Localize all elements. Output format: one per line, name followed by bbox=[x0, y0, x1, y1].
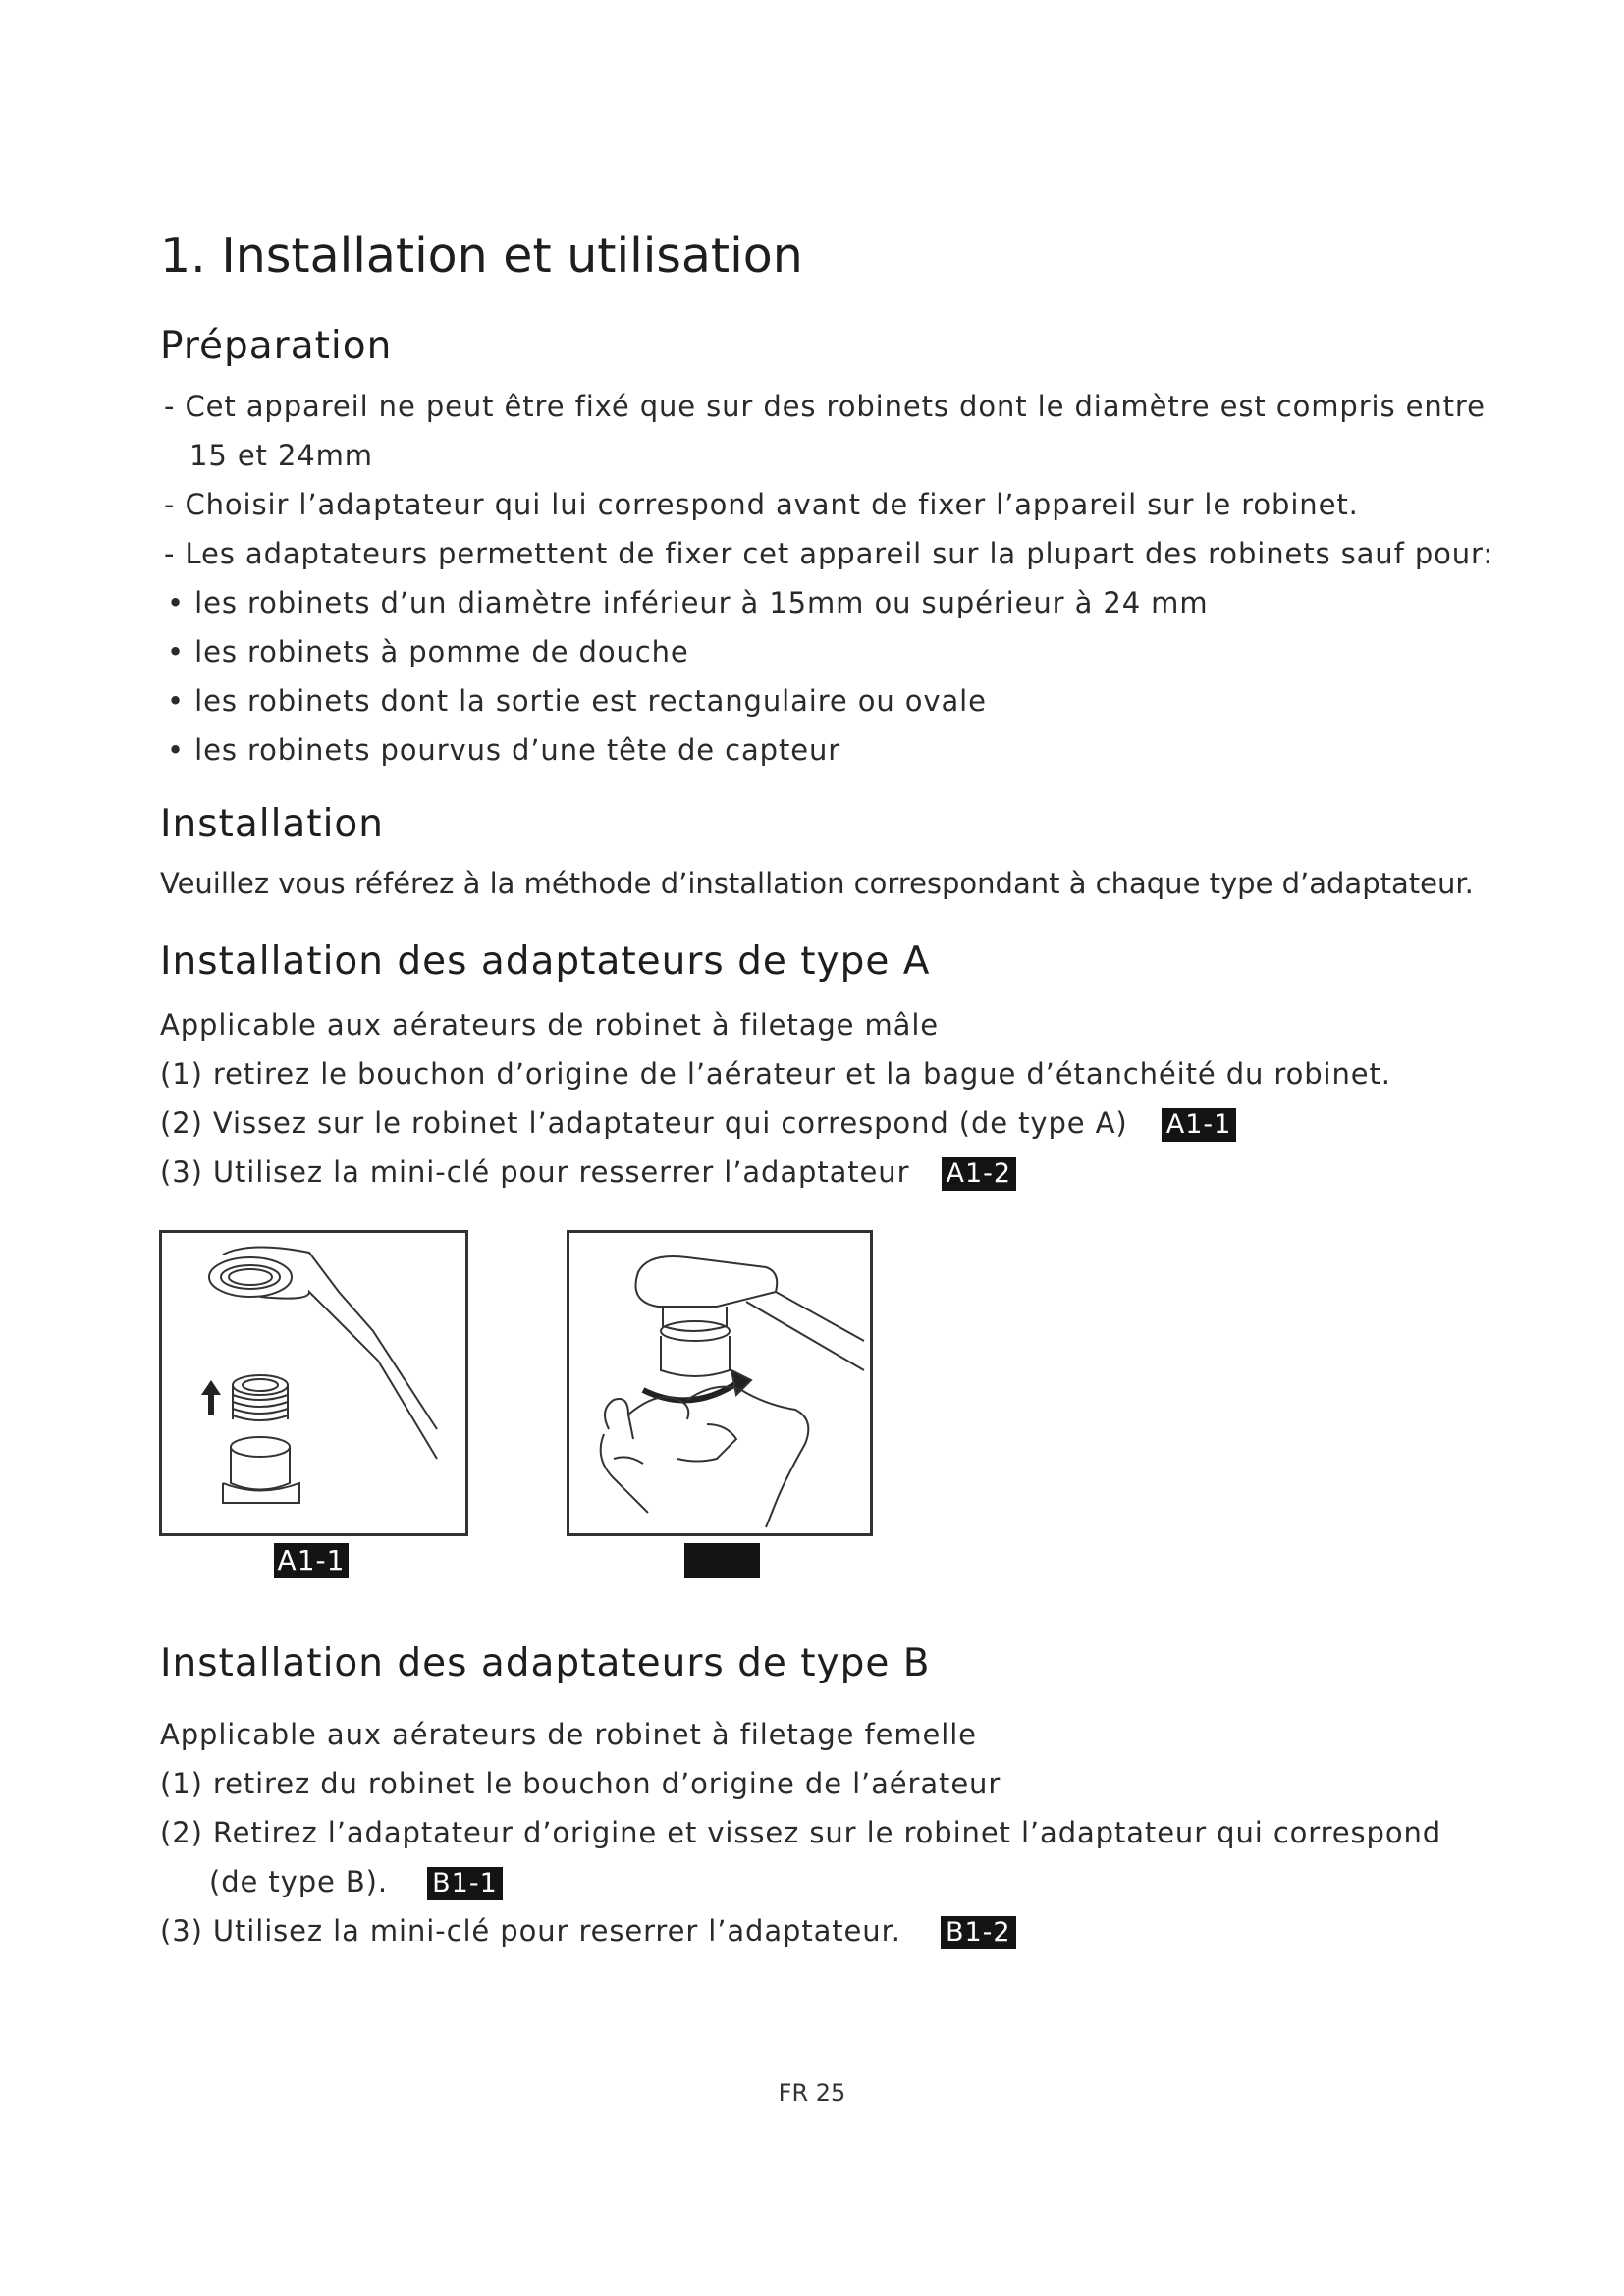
page-number: FR 25 bbox=[778, 2079, 846, 2107]
section-title-installation: Installation bbox=[160, 802, 385, 846]
type-b-intro: Applicable aux aérateurs de robinet à filetage femelle bbox=[160, 1718, 977, 1751]
figure-label: A1-1 bbox=[274, 1543, 349, 1578]
type-a-intro: Applicable aux aérateurs de robinet à filetage mâle bbox=[160, 1008, 940, 1041]
type-a-step-3-text: (3) Utilisez la mini-clé pour resserrer l’adaptateur bbox=[160, 1155, 910, 1189]
figure-reference-tag: A1-1 bbox=[1162, 1108, 1237, 1142]
figure-reference-tag: A1-2 bbox=[942, 1157, 1017, 1191]
type-b-step-2-cont-text: (de type B). bbox=[209, 1865, 389, 1898]
type-b-step-3-text: (3) Utilisez la mini-clé pour reserrer l’adaptateur. bbox=[160, 1914, 901, 1948]
type-a-step-3 bbox=[160, 1155, 1016, 1191]
preparation-bullet: • les robinets dont la sortie est rectangulaire ou ovale bbox=[167, 684, 987, 718]
hand-tightening-illustration bbox=[569, 1233, 870, 1533]
section-title-type-b: Installation des adaptateurs de type B bbox=[160, 1641, 931, 1685]
section-title-type-a: Installation des adaptateurs de type A bbox=[160, 939, 931, 984]
type-a-step-1: (1) retirez le bouchon d’origine de l’aérateur et la bague d’étanchéité du robinet. bbox=[160, 1057, 1391, 1091]
preparation-bullet: • les robinets d’un diamètre inférieur à 15mm ou supérieur à 24 mm bbox=[167, 586, 1209, 619]
preparation-line: - Choisir l’adaptateur qui lui correspond avant de fixer l’appareil sur le robinet. bbox=[164, 488, 1359, 521]
preparation-line: - Les adaptateurs permettent de fixer cet appareil sur la plupart des robinets sauf pour: bbox=[164, 537, 1494, 570]
figure-a1-2 bbox=[567, 1230, 873, 1536]
type-b-step-2-cont bbox=[209, 1865, 503, 1900]
figure-reference-tag: B1-2 bbox=[941, 1916, 1016, 1949]
type-b-step-2: (2) Retirez l’adaptateur d’origine et vissez sur le robinet l’adaptateur qui correspond bbox=[160, 1816, 1442, 1849]
figure-label bbox=[684, 1543, 760, 1578]
type-b-step-1: (1) retirez du robinet le bouchon d’origine de l’aérateur bbox=[160, 1767, 1001, 1800]
preparation-bullet: • les robinets à pomme de douche bbox=[167, 635, 689, 668]
type-a-step-2-text: (2) Vissez sur le robinet l’adaptateur qui correspond (de type A) bbox=[160, 1106, 1128, 1140]
section-title-preparation: Préparation bbox=[160, 324, 393, 368]
preparation-bullet: • les robinets pourvus d’une tête de capteur bbox=[167, 733, 841, 767]
faucet-adapter-illustration bbox=[162, 1233, 465, 1533]
preparation-line: - Cet appareil ne peut être fixé que sur des robinets dont le diamètre est compris entre bbox=[164, 390, 1486, 423]
figure-a1-1 bbox=[159, 1230, 468, 1536]
installation-text: Veuillez vous référez à la méthode d’installation correspondant à chaque type d’adaptateur. bbox=[160, 867, 1474, 900]
page-title: 1. Installation et utilisation bbox=[160, 228, 803, 284]
type-a-step-2 bbox=[160, 1106, 1236, 1142]
preparation-line: 15 et 24mm bbox=[189, 439, 373, 472]
figure-reference-tag: B1-1 bbox=[427, 1867, 503, 1900]
type-b-step-3 bbox=[160, 1914, 1016, 1949]
